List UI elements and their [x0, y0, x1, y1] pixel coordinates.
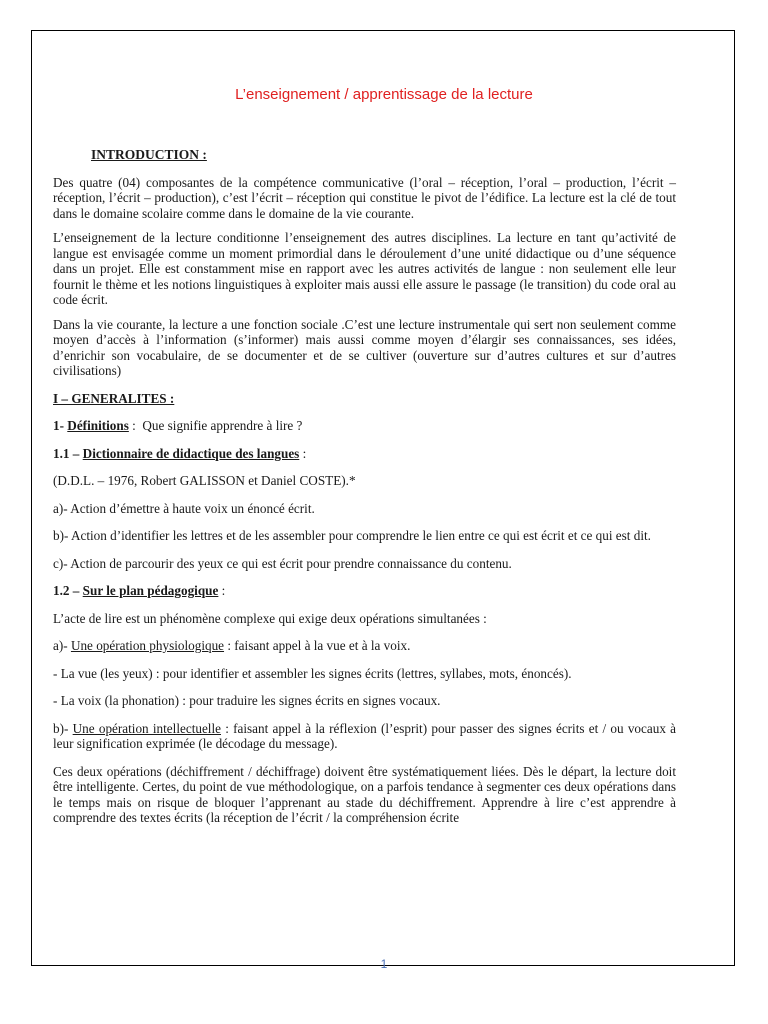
section-generalites-heading: I – GENERALITES :: [53, 390, 175, 406]
item-b-rest: : faisant appel à la réflexion (l’esprit) pour passer des signes écrits et / ou vocaux à leur signification exprimée (le décodage du message).: [53, 720, 676, 751]
item-b-label: Une opération intellectuelle: [72, 720, 221, 736]
subsection-1-2-colon: :: [218, 583, 226, 598]
acte-de-lire-line: L’acte de lire est un phénomène complexe qui exige deux opérations simultanées :: [53, 610, 487, 626]
item-a-label: Une opération physiologique: [70, 638, 225, 653]
definitions-colon: :: [128, 418, 136, 433]
definitions-number: 1-: [53, 418, 64, 433]
introduction-heading: INTRODUCTION :: [91, 147, 207, 162]
page-number: 1: [380, 957, 388, 971]
intro-paragraph-3: Dans la vie courante, la lecture a une fonction sociale .C’est une lecture instrumentale qui sert non seulement comme moyen d’accès à l’information (s’informer) mais aussi comme moyen d’élargir ses connaissances, ses idées, d’enrichir son vocabulaire, de se documenter et de se cultiver (ouverture sur d’autres cultures et sur d’autres civilisations): [53, 316, 676, 378]
item-a-prefix: a)-: [53, 638, 68, 653]
subsection-1-2-heading: [53, 583, 676, 599]
operation-intellectuelle-line: [53, 721, 676, 752]
document-title: L’enseignement / apprentissage de la lecture: [235, 86, 533, 103]
subsection-1-2-number: 1.2 –: [53, 583, 80, 598]
subsection-1-1-heading: [53, 446, 676, 462]
list-item-a: a)- Action d’émettre à haute voix un énoncé écrit.: [53, 500, 315, 516]
subsection-1-1-colon: :: [299, 445, 307, 461]
operation-physiologique-line: [53, 638, 676, 654]
voix-line: - La voix (la phonation) : pour traduire les signes écrits en signes vocaux.: [53, 693, 441, 708]
intro-paragraph-2: L’enseignement de la lecture conditionne l’enseignement des autres disciplines. La lecture en tant qu’activité de langue est envisagée comme un moment primordial dans le déroulement d’une unité didactique ou d’une séquence dans un projet. Elle est constamment mise en rapport avec les autres activités de langue : non seulement elle leur fournit le thème et les notions linguistiques à exploiter mais aussi elle assure le passage (le transition) du code oral au code écrit.: [53, 230, 676, 307]
reference-line: (D.D.L. – 1976, Robert GALISSON et Daniel COSTE).*: [53, 473, 356, 488]
definitions-label: Définitions: [67, 418, 129, 433]
definitions-question: Que signifie apprendre à lire ?: [142, 418, 303, 433]
subsection-1-1-number: 1.1 –: [53, 445, 80, 461]
vue-line: - La vue (les yeux) : pour identifier et assembler les signes écrits (lettres, syllabes, mots, énoncés).: [53, 665, 572, 681]
subsection-1-2-label: Sur le plan pédagogique: [82, 583, 219, 598]
definitions-line: [53, 418, 676, 434]
document-body: [53, 147, 676, 826]
list-item-b: b)- Action d’identifier les lettres et de les assembler pour comprendre le lien entre ce qui est écrit et ce qui est dit.: [53, 528, 651, 543]
item-b-prefix: b)-: [53, 720, 69, 736]
final-paragraph: Ces deux opérations (déchiffrement / déchiffrage) doivent être systématiquement liées. Dès le départ, la lecture doit être intelligente. Certes, du point de vue méthodologique, on a parfois tendance à segmenter ces deux opérations dans le temps mais on risque de bloquer l’apprenant au stade du déchiffrement. Apprendre à lire c’est apprendre à comprendre des textes écrits (la réception de l’écrit / la compréhension écrite: [53, 763, 676, 825]
subsection-1-1-label: Dictionnaire de didactique des langues: [82, 445, 300, 461]
list-item-c: c)- Action de parcourir des yeux ce qui est écrit pour prendre connaissance du contenu.: [53, 555, 512, 571]
intro-paragraph-1: Des quatre (04) composantes de la compétence communicative (l’oral – réception, l’oral – production, l’écrit – réception, l’écrit – production), c’est l’écrit – réception qui constitue le pivot de l’édifice. La lecture est la clé de tout dans le domaine scolaire comme dans le domaine de la vie courante.: [53, 174, 676, 221]
item-a-rest: : faisant appel à la vue et à la voix.: [224, 638, 411, 653]
